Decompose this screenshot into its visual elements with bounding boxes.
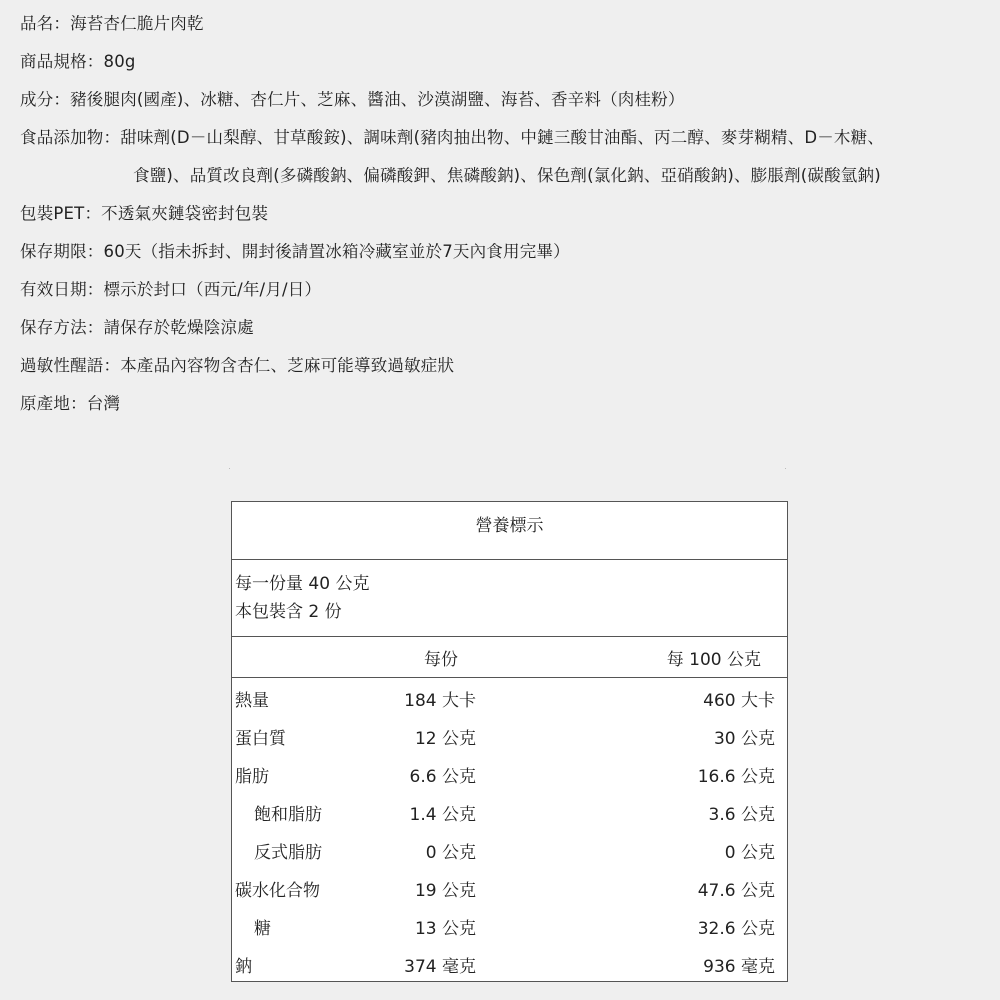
product-info-list <box>20 14 990 432</box>
product-expiry: 有效日期：標示於封口（西元/年/月/日） <box>20 280 322 299</box>
product-ingredients: 成分：豬後腿肉(國產)、冰糖、杏仁片、芝麻、醬油、沙漠湖鹽、海苔、香辛料（肉桂粉） <box>20 90 685 109</box>
nutrient-name: 糖 <box>254 919 271 939</box>
nutrient-per-100g: 936 毫克 <box>703 957 775 977</box>
nutrient-name: 熱量 <box>235 691 269 711</box>
nutrient-per-serving: 1.4 公克 <box>409 805 476 825</box>
nutrition-column-headers <box>232 637 787 678</box>
table-row <box>232 718 787 756</box>
table-row <box>232 794 787 832</box>
nutrient-name: 鈉 <box>235 957 252 977</box>
nutrient-name: 碳水化合物 <box>235 881 320 901</box>
nutrient-per-100g: 16.6 公克 <box>697 767 775 787</box>
nutrient-per-serving: 184 大卡 <box>404 691 476 711</box>
product-shelf-life: 保存期限：60天（指未拆封、開封後請置冰箱冷藏室並於7天內食用完畢） <box>20 242 570 261</box>
divider-dot-right <box>785 468 786 469</box>
table-row <box>232 832 787 870</box>
nutrient-per-100g: 460 大卡 <box>703 691 775 711</box>
product-storage: 保存方法：請保存於乾燥陰涼處 <box>20 318 254 337</box>
product-additives-line2-wrap <box>20 166 990 204</box>
table-row <box>232 946 787 984</box>
nutrition-title: 營養標示 <box>232 502 787 560</box>
nutrition-table <box>231 501 788 982</box>
serving-size: 每一份量 40 公克 <box>235 574 370 594</box>
divider-dot-left <box>229 468 230 469</box>
nutrient-per-100g: 3.6 公克 <box>708 805 775 825</box>
product-packaging: 包裝PET：不透氣夾鏈袋密封包裝 <box>20 204 269 223</box>
nutrient-per-100g: 47.6 公克 <box>697 881 775 901</box>
nutrient-per-serving: 13 公克 <box>414 919 476 939</box>
nutrient-name: 脂肪 <box>235 767 269 787</box>
product-origin: 原產地：台灣 <box>20 394 121 413</box>
nutrient-per-serving: 12 公克 <box>414 729 476 749</box>
product-name: 品名：海苔杏仁脆片肉乾 <box>20 14 204 33</box>
servings-per-pack: 本包裝含 2 份 <box>232 598 787 637</box>
product-additives-line1: 食品添加物：甜味劑(D－山梨醇、甘草酸銨)、調味劑(豬肉抽出物、中鏈三酸甘油酯、丙二醇、麥芽糊精、D－木糖、 <box>20 128 885 147</box>
nutrient-name: 飽和脂肪 <box>254 805 322 825</box>
column-per-100g: 每 100 公克 <box>666 650 761 670</box>
nutrient-per-serving: 19 公克 <box>414 881 476 901</box>
nutrient-per-serving: 6.6 公克 <box>409 767 476 787</box>
table-row <box>232 870 787 908</box>
column-per-serving: 每份 <box>424 650 458 670</box>
nutrient-per-serving: 374 毫克 <box>404 957 476 977</box>
product-allergen: 過敏性醒語：本產品內容物含杏仁、芝麻可能導致過敏症狀 <box>20 356 455 375</box>
nutrient-per-100g: 30 公克 <box>713 729 775 749</box>
table-row <box>232 680 787 718</box>
product-additives-line2: 食鹽)、品質改良劑(多磷酸鈉、偏磷酸鉀、焦磷酸鈉)、保色劑(氯化鈉、亞硝酸鈉)、膨脹劑(碳酸氫鈉) <box>133 166 881 185</box>
table-row <box>232 756 787 794</box>
nutrient-per-100g: 32.6 公克 <box>697 919 775 939</box>
table-row <box>232 908 787 946</box>
nutrient-name: 蛋白質 <box>235 729 286 749</box>
nutrient-per-100g: 0 公克 <box>724 843 775 863</box>
nutrient-name: 反式脂肪 <box>254 843 322 863</box>
product-spec: 商品規格：80g <box>20 52 136 71</box>
nutrient-per-serving: 0 公克 <box>425 843 476 863</box>
